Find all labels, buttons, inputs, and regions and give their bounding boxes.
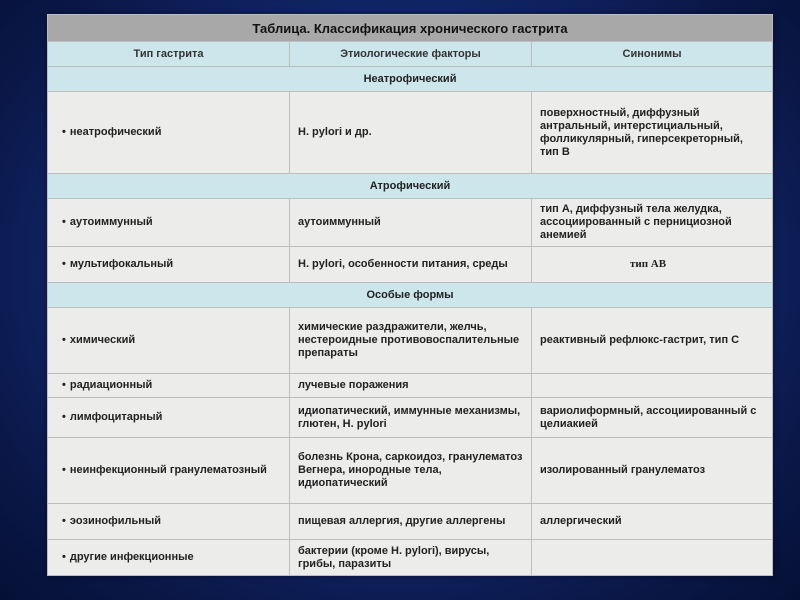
section-title: Особые формы: [48, 283, 773, 308]
table-row: [48, 504, 773, 540]
table-title-row: [48, 15, 773, 42]
synonyms-cell: изолированный гранулематоз: [532, 438, 773, 504]
type-cell: • эозинофильный: [48, 504, 290, 540]
type-cell: • неинфекционный гранулематозный: [48, 438, 290, 504]
etiology-cell: H. pylori и др.: [290, 92, 532, 174]
synonyms-cell: [532, 374, 773, 398]
etiology-cell: химические раздражители, желчь, нестероидные противовоспалительные препараты: [290, 308, 532, 374]
header-synonyms: Синонимы: [532, 42, 773, 67]
table-row: [48, 540, 773, 576]
section-title: Неатрофический: [48, 67, 773, 92]
table-header-row: [48, 42, 773, 67]
table-row: [48, 438, 773, 504]
section-row-atrophic: [48, 174, 773, 199]
bullet-icon: •: [62, 551, 66, 563]
etiology-cell: аутоиммунный: [290, 199, 532, 247]
header-etiology: Этиологические факторы: [290, 42, 532, 67]
type-cell: • другие инфекционные: [48, 540, 290, 576]
type-cell: • мультифокальный: [48, 247, 290, 283]
type-cell: • лимфоцитарный: [48, 398, 290, 438]
bullet-icon: •: [62, 216, 66, 228]
bullet-icon: •: [62, 334, 66, 346]
bullet-icon: •: [62, 379, 66, 391]
table-row: [48, 374, 773, 398]
table-title: Таблица. Классификация хронического гастрита: [48, 15, 773, 42]
type-cell: • радиационный: [48, 374, 290, 398]
etiology-cell: идиопатический, иммунные механизмы, глютен, H. pylori: [290, 398, 532, 438]
type-cell: • химический: [48, 308, 290, 374]
etiology-cell: лучевые поражения: [290, 374, 532, 398]
synonyms-cell: тип АВ: [532, 247, 773, 283]
etiology-cell: H. pylori, особенности питания, среды: [290, 247, 532, 283]
synonyms-cell: аллергический: [532, 504, 773, 540]
bullet-icon: •: [62, 464, 66, 476]
table-row: [48, 398, 773, 438]
synonyms-cell: реактивный рефлюкс-гастрит, тип С: [532, 308, 773, 374]
bullet-icon: •: [62, 258, 66, 270]
table-row: [48, 199, 773, 247]
type-cell: • аутоиммунный: [48, 199, 290, 247]
bullet-icon: •: [62, 126, 66, 138]
etiology-cell: болезнь Крона, саркоидоз, гранулематоз Вегнера, инородные тела, идиопатический: [290, 438, 532, 504]
table-row: [48, 92, 773, 174]
classification-table: [47, 14, 773, 576]
section-title: Атрофический: [48, 174, 773, 199]
synonyms-cell: [532, 540, 773, 576]
synonyms-cell: вариолиформный, ассоциированный с целиакией: [532, 398, 773, 438]
section-row-special-forms: [48, 283, 773, 308]
type-cell: • неатрофический: [48, 92, 290, 174]
synonyms-cell: тип А, диффузный тела желудка, ассоциированный с пернициозной анемией: [532, 199, 773, 247]
bullet-icon: •: [62, 515, 66, 527]
table-row: [48, 247, 773, 283]
header-gastritis-type: Тип гастрита: [48, 42, 290, 67]
section-row-nonatrophic: [48, 67, 773, 92]
etiology-cell: бактерии (кроме H. pylori), вирусы, грибы, паразиты: [290, 540, 532, 576]
synonyms-cell: поверхностный, диффузный антральный, интерстициальный, фолликулярный, гиперсекреторный, тип В: [532, 92, 773, 174]
table-row: [48, 308, 773, 374]
bullet-icon: •: [62, 411, 66, 423]
etiology-cell: пищевая аллергия, другие аллергены: [290, 504, 532, 540]
